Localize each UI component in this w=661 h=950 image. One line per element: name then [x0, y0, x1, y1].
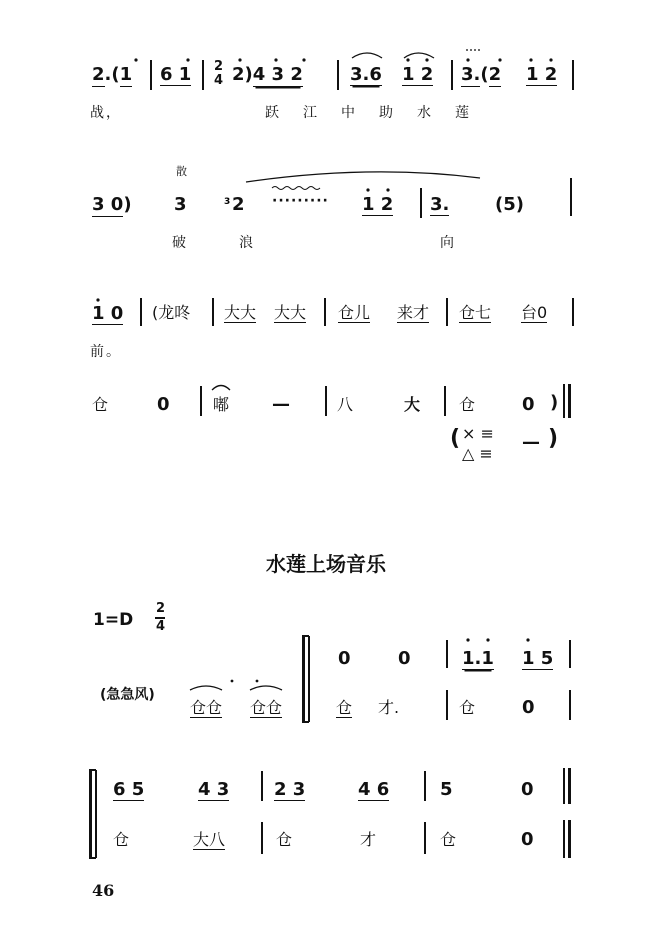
tremolo-wave — [272, 187, 320, 190]
lyric: 向 — [440, 235, 456, 251]
alt-note: △ ≡ — [462, 444, 493, 463]
perc-note: 仓 — [459, 698, 476, 717]
paren: ( — [450, 426, 461, 451]
note-group: 1.1 — [462, 648, 494, 669]
note-group: 3.6 — [350, 64, 382, 85]
lyric: 前。 — [90, 344, 122, 360]
perc-group: 大大 — [224, 303, 257, 322]
perc-group: 台0 — [521, 303, 548, 322]
perc-group: 仓七 — [459, 303, 492, 322]
perc-group: (龙咚 — [152, 303, 191, 322]
perc-group: 仓仓 — [190, 698, 223, 717]
note: 3. — [430, 194, 450, 215]
page-number: 46 — [92, 881, 115, 900]
perc-note: 嘟 — [213, 395, 230, 414]
grace-note: 3 — [224, 197, 231, 207]
time-top: 2 — [156, 601, 166, 616]
perc-note: 才. — [378, 698, 400, 717]
time-signature: 2 4 — [214, 59, 224, 88]
note-group: 3 0) — [92, 194, 132, 215]
note: 0 — [338, 648, 351, 669]
perc-group: 大大 — [274, 303, 307, 322]
perc-group: 仓仓 — [250, 698, 283, 717]
note-group: 4 3 — [198, 779, 230, 800]
perc-note: 仓 — [276, 830, 293, 849]
tremolo-dots: ········· — [272, 193, 329, 209]
alt-note: — — [522, 432, 540, 453]
note-group: 2.(1 — [92, 64, 133, 85]
note: (5) — [495, 194, 524, 215]
note-group: 3.(2 — [461, 64, 502, 85]
perc-note: 仓 — [459, 395, 476, 414]
octave-dots — [96, 58, 552, 641]
fermata — [212, 386, 230, 391]
paren: ) — [548, 426, 559, 451]
perc-group: 来才 — [397, 303, 430, 322]
section-title: 水莲上场音乐 — [266, 552, 386, 576]
perc-note: 0 — [157, 394, 170, 415]
perc-note: 大 — [404, 395, 421, 414]
tempo-label: (急急风) — [100, 687, 155, 703]
note-group: 1 2 — [362, 194, 394, 215]
note-group: 6 1 — [160, 64, 192, 85]
key: 1=D — [93, 610, 134, 630]
note-group: 2)4 3 2 — [232, 64, 303, 85]
note-group: 1 2 — [402, 64, 434, 85]
note-group: 6 5 — [113, 779, 145, 800]
perc-note: 八 — [337, 395, 354, 414]
perc-note: 0 — [522, 394, 535, 415]
perc-note: — — [272, 394, 290, 415]
perc-group: 大八 — [193, 830, 226, 849]
slurs — [190, 50, 482, 690]
perc-note: 0 — [521, 829, 534, 850]
perc-note: 才 — [360, 830, 377, 849]
note-group: 2 3 — [274, 779, 306, 800]
perc-note: 仓 — [113, 830, 130, 849]
lyric: 战， — [90, 105, 122, 121]
note: 2 — [232, 194, 245, 215]
lyric: 浪 — [239, 235, 255, 251]
note-group: 1 0 — [92, 303, 124, 324]
lyric: 跃江中助水莲 — [265, 105, 493, 121]
dot-marks — [231, 680, 259, 683]
tempo-mark: 散 — [176, 165, 187, 178]
note-group: 1 2 — [526, 64, 558, 85]
note: 0 — [398, 648, 411, 669]
perc-note: 仓 — [336, 698, 353, 717]
perc-note: 0 — [522, 697, 535, 718]
perc-note: 仓 — [440, 830, 457, 849]
note: 5 — [440, 779, 453, 800]
note: 3 — [174, 194, 187, 215]
system-brackets — [90, 636, 309, 858]
perc-group: 仓儿 — [338, 303, 371, 322]
paren: ) — [550, 392, 559, 413]
time-bottom: 4 — [156, 619, 166, 634]
note-group: 1 5 — [522, 648, 554, 669]
lyric: 破 — [172, 235, 188, 251]
note-group: 4 6 — [358, 779, 390, 800]
perc-note: 仓 — [92, 395, 109, 414]
alt-note: × ≡ — [462, 424, 494, 443]
note: 0 — [521, 779, 534, 800]
